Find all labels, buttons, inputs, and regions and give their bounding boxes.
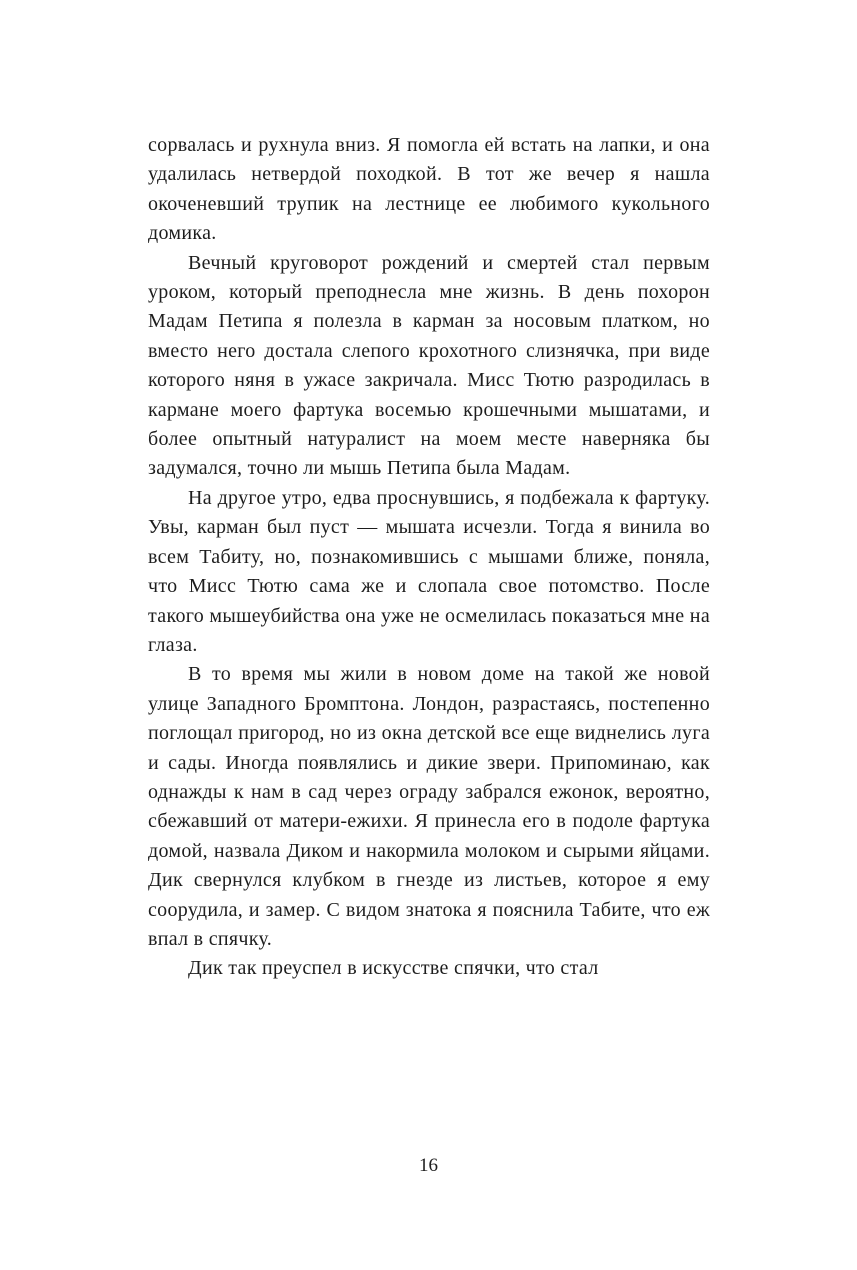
page-number: 16 xyxy=(419,1155,438,1176)
page-footer xyxy=(0,1155,857,1177)
paragraph: В то время мы жили в новом доме на такой же новой улице Западного Бромптона. Лондон, разрастаясь, постепенно поглощал пригород, но из окна детской все еще виднелись луга и сады. Иногда появлялись и дикие звери. Припоминаю, как однажды к нам в сад через ограду забрался ежонок, вероятно, сбежавший от матери-ежихи. Я принесла его в подоле фартука домой, назвала Диком и накормила молоком и сырыми яйцами. Дик свернулся клубком в гнезде из листьев, которое я ему соорудила, и замер. С видом знатока я пояснила Табите, что еж впал в спячку. xyxy=(148,663,710,950)
paragraph: На другое утро, едва проснувшись, я подбежала к фартуку. Увы, карман был пуст — мышата исчезли. Тогда я винила во всем Табиту, но, познакомившись с мышами ближе, поняла, что Мисс Тютю сама же и слопала свое потомство. После такого мышеубийства она уже не осмелилась показаться мне на глаза. xyxy=(148,486,710,656)
paragraph: Дик так преуспел в искусстве спячки, что стал xyxy=(188,957,599,980)
paragraph: сорвалась и рухнула вниз. Я помогла ей встать на лапки, и она удалилась нетвердой походкой. В тот же вечер я нашла окоченевший трупик на лестнице ее любимого кукольного домика. xyxy=(148,134,710,245)
page-text-block xyxy=(148,131,710,984)
paragraph: Вечный круговорот рождений и смертей стал первым уроком, который преподнесла мне жизнь. В день похорон Мадам Петипа я полезла в карман за носовым платком, но вместо него достала слепого крохотного слизнячка, при виде которого няня в ужасе закричала. Мисс Тютю разродилась в кармане моего фартука восемью крошечными мышатами, и более опытный натуралист на моем месте наверняка бы задумался, точно ли мышь Петипа была Мадам. xyxy=(148,251,710,480)
